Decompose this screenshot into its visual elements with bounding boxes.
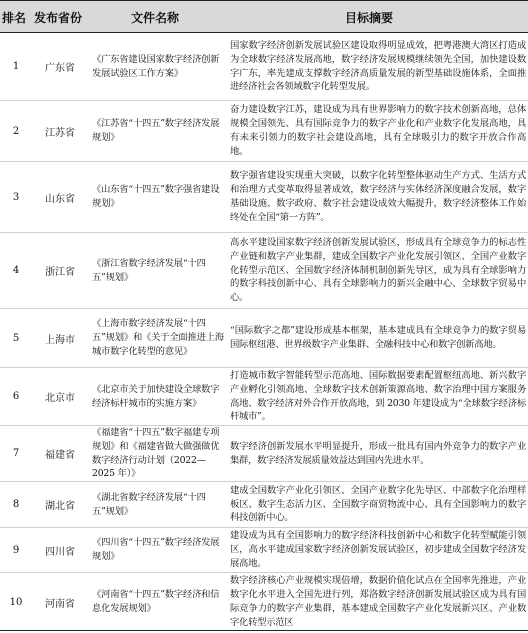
- province-cell: 广东省: [45, 63, 75, 74]
- file-name-cell: 《广东省建设国家数字经济创新发展试验区工作方案》: [92, 53, 220, 79]
- goal-summary-cell: 数字强省建设实现重大突破，以数字化转型整体驱动生产方式、生活方式和治理方式变革取得显著成效，数字经济与实体经济深度融合发展，数字基础设施、数字政府、数字社会建设成效大幅提升，数字经济整体工作始终处在全国“第一方阵”。: [230, 170, 526, 223]
- province-cell: 四川省: [45, 546, 75, 558]
- file-name-cell: 《河南省“十四五”数字经济和信息化发展规划》: [92, 589, 220, 614]
- rank-cell: 1: [12, 61, 20, 72]
- goal-summary-cell: 建成全国数字产业化引领区、全国产业数字化先导区、中部数字化治理样板区、数字生态活力区、全国数字商贸物流中心、具有全国影响力的数字科技创新中心。: [230, 484, 526, 524]
- table-row: [0, 101, 528, 162]
- goal-summary-cell: 数字经济核心产业规模实现倍增，数据价值化试点在全国率先推进，产业数字化水平进入全国先进行列，郑洛数字经济创新发展试验区成为具有国际竞争力的数字产业集群，基本建成全国数字产业化发展新兴区、产业数字化转型示范区: [230, 575, 526, 628]
- header-rank: 排名: [2, 11, 27, 25]
- rank-cell: 8: [12, 499, 20, 510]
- rank-cell: 5: [12, 332, 20, 344]
- rank-cell: 6: [12, 391, 20, 402]
- rank-cell: 4: [12, 265, 20, 276]
- file-name-cell: 《福建省“十四五”数字福建专项规划》和《福建省做大做强做优数字经济行动计划（2022—2025 年）》: [92, 426, 220, 480]
- goal-summary-cell: 奋力建设数字江苏，建设成为具有世界影响力的数字技术创新高地，总体规模全国领先、具有国际竞争力的数字产业化和产业数字化发展高地，具有未来引领力的数字社会建设高地，具有全球吸引力的数字开放合作高地。: [230, 104, 526, 157]
- goal-summary-cell: 高水平建设国家数字经济创新发展试验区，形成具有全球竞争力的标志性产业链和数字产业集群，建成全国数字产业化发展引领区、全国产业数字化转型示范区、全国数字经济体制机制创新先导区，成为具有全球影响力的数字科技创新中心、具有全球影响力的新兴金融中心、全球数字贸易中心。: [230, 237, 526, 304]
- file-name-cell: 《北京市关于加快建设全球数字经济标杆城市的实施方案》: [92, 383, 220, 409]
- table-row: [0, 233, 528, 309]
- province-cell: 福建省: [45, 450, 75, 461]
- rank-cell: 3: [12, 191, 20, 203]
- province-cell: 江苏省: [45, 127, 75, 139]
- rank-cell: 10: [9, 596, 23, 608]
- province-cell: 上海市: [45, 334, 75, 346]
- province-cell: 山东省: [45, 193, 75, 205]
- province-cell: 湖北省: [45, 501, 75, 512]
- province-cell: 北京市: [45, 393, 75, 404]
- file-name-cell: 《江苏省“十四五”数字经济发展规划》: [92, 118, 220, 143]
- goal-summary-cell: 建设成为具有全国影响力的数字经济科技创新中心和数字化转型赋能引领区，高水平建成国家数字经济创新发展试验区，初步建成全国数字经济发展高地。: [230, 530, 526, 569]
- province-cell: 河南省: [45, 598, 75, 610]
- table-bottom-rule: [0, 630, 528, 631]
- rank-cell: 9: [12, 544, 20, 556]
- header-goal: 目标摘要: [345, 11, 394, 25]
- rank-cell: 7: [12, 448, 20, 459]
- goal-summary-cell: 数字经济创新发展水平明显提升，形成一批具有国内外竞争力的数字产业集群，数字经济发展质量效益达到国内先进水平。: [230, 440, 526, 466]
- goal-summary-cell: 打造城市数字智能转型示范高地、国际数据要素配置枢纽高地、新兴数字产业孵化引领高地、全球数字技术创新策源高地、数字治理中国方案服务高地、数字经济对外合作开放高地，到 2030 年建设成为“全球数字经济标杆城市”。: [230, 369, 526, 423]
- goal-summary-cell: 国家数字经济创新发展试验区建设取得明显成效，把粤港澳大湾区打造成为全球数字经济发展高地，数字经济发展规模继续领先全国，加快建设数字广东，率先建成支撑数字经济高质量发展的新型基础设施体系，全面推进经济社会各领域数字化转型发展。: [230, 39, 526, 93]
- table-row: [0, 528, 528, 573]
- file-name-cell: 《山东省“十四五”数字强省建设规划》: [92, 184, 220, 209]
- table-row: [0, 426, 528, 482]
- table-row: [0, 368, 528, 426]
- file-name-cell: 《浙江省数字经济发展“十四五”规划》: [92, 257, 206, 283]
- table-row: [0, 309, 528, 368]
- table-row: [0, 33, 528, 101]
- rank-cell: 2: [12, 125, 20, 137]
- file-name-cell: 《上海市数字经济发展“十四五”规划》和《关于全面推进上海城市数字化转型的意见》: [92, 318, 224, 357]
- province-cell: 浙江省: [45, 267, 75, 278]
- table-row: [0, 573, 528, 631]
- table-header: [0, 0, 528, 33]
- table-row: [0, 482, 528, 528]
- file-name-cell: 《四川省“十四五”数字经济发展规划》: [92, 537, 220, 562]
- file-name-cell: 《湖北省数字经济发展“十四五”规划》: [92, 491, 206, 517]
- table-row: [0, 162, 528, 233]
- header-file: 文件名称: [131, 11, 180, 25]
- header-province: 发布省份: [34, 11, 83, 25]
- goal-summary-cell: “国际数字之都”建设形成基本框架，基本建成具有全球竞争力的数字贸易国际枢纽港、世界级数字产业集群、全融科技中心和数字创新高地。: [230, 325, 526, 350]
